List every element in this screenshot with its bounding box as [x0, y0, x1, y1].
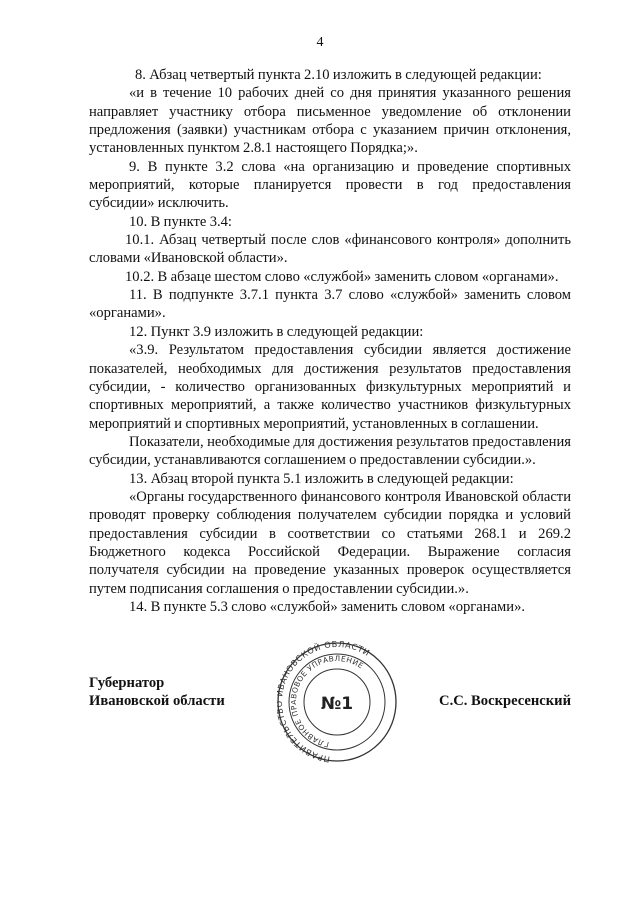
paragraph-item-10: 10. В пункте 3.4:: [129, 213, 232, 230]
signature-position-line1: Губернатор: [89, 675, 165, 691]
official-seal: [277, 640, 397, 764]
signature-name: С.С. Воскресенский: [439, 693, 571, 709]
page-number: 4: [316, 35, 324, 50]
paragraph-quote-2-10: «и в течение 10 рабочих дней со дня принятия указанного решения направляет участнику отбора письменное уведомление об отклонении предложения (заявки) участникам отбора с указанием причин отклонения, установленных пунктом 2.8.1 настоящего Порядка;».: [89, 85, 571, 157]
signature-position: [89, 674, 225, 710]
paragraph-item-8: 8. Абзац четвертый пункта 2.10 изложить в следующей редакции:: [135, 67, 542, 83]
signature-position-line2: Ивановской области: [89, 693, 225, 709]
paragraph-quote-5-1: «Органы государственного финансового контроля Ивановской области проводят проверку соблюдения получателем субсидии порядка и условий предоставления субсидии в соответствии со статьями 268.1 и 269.2 Бюджетного кодекса Российской Федерации. Выражение согласия получателя субсидии на проведение указанных проверок осуществляется путем подписания соглашения о предоставлении субсидии.».: [89, 488, 571, 597]
seal-number: №1: [320, 694, 354, 714]
paragraph-quote-3-9: «3.9. Результатом предоставления субсидии является достижение показателей, необходимых для достижения результатов предоставления субсидии, - количество организованных физкультурных мероприятий и спортивных мероприятий, а также количество участников физкультурных мероприятий и спортивных мероприятий, установленных в соглашении.: [89, 342, 571, 432]
paragraph-indicators: Показатели, необходимые для достижения результатов предоставления субсидии, устанавливаются соглашением о предоставлении субсидии.».: [89, 433, 571, 469]
paragraph-item-12: 12. Пункт 3.9 изложить в следующей редакции:: [129, 323, 424, 340]
document-body: [89, 66, 571, 616]
seal-outer-text: ПРАВИТЕЛЬС АНОВСКОЙ ОБЛАСТИ: [277, 640, 372, 764]
paragraph-item-10-1: 10.1. Абзац четвертый после слов «финансового контроля» дополнить словами «Ивановской области».: [89, 232, 571, 267]
paragraph-item-13: 13. Абзац второй пункта 5.1 изложить в следующей редакции:: [129, 470, 514, 487]
paragraph-item-10-2: 10.2. В абзаце шестом слово «службой» заменить словом «органами».: [125, 268, 559, 285]
paragraph-item-14: 14. В пункте 5.3 слово «службой» заменить словом «органами».: [129, 598, 526, 615]
paragraph-item-9: 9. В пункте 3.2 слова «на организацию и проведение спортивных мероприятий, которые планируется провести в год предоставления субсидии» исключить.: [89, 158, 571, 212]
seal-inner-text: ГЛАВНОЕ ПРАВОВОЕ УПРАВЛЕНИЕ: [289, 653, 366, 750]
seal-graphic: [277, 640, 397, 764]
paragraph-item-11: 11. В подпункте 3.7.1 пункта 3.7 слово «службой» заменить словом «органами».: [89, 287, 571, 322]
